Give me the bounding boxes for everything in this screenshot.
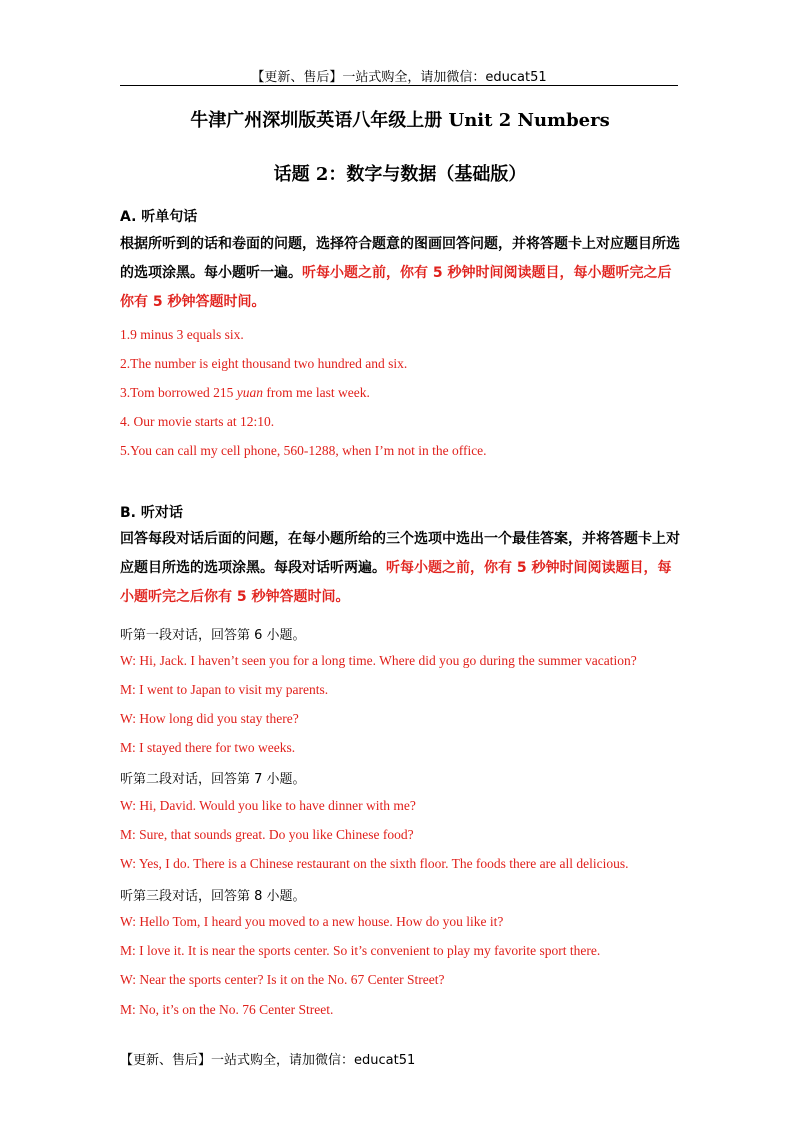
section-a-item-2: 2.The number is eight thousand two hundred and six.	[120, 356, 408, 371]
dialogue-line: W: Hi, Jack. I haven’t seen you for a long time. Where did you go during the summer vacation?	[120, 653, 637, 668]
document-subtitle: 话题 2：数字与数据（基础版）	[273, 164, 527, 185]
section-a-item-3-pre: 3.Tom borrowed 215	[120, 385, 237, 400]
dialogue-line: W: How long did you stay there?	[120, 711, 299, 726]
section-a-instruction-highlight: 听每小题之前，你有 5 秒钟时间阅读题目，每小题听完之后你有 5 秒钟答题时间。	[120, 265, 672, 310]
dialogue-line: W: Hi, David. Would you like to have dinner with me?	[120, 798, 416, 813]
dialogue-line: M: I love it. It is near the sports center. So it’s convenient to play my favorite sport there.	[120, 943, 601, 958]
dialogue-line: M: Sure, that sounds great. Do you like Chinese food?	[120, 827, 414, 842]
dialogue-line: M: No, it’s on the No. 76 Center Street.	[120, 1002, 334, 1017]
page-header: 【更新、售后】一站式购全，请加微信：educat51	[251, 70, 547, 85]
dialogue-line: W: Yes, I do. There is a Chinese restaurant on the sixth floor. The foods there are all delicious.	[120, 856, 629, 871]
document-title: 牛津广州深圳版英语八年级上册 Unit 2 Numbers	[190, 110, 610, 131]
section-a-item-1: 1.9 minus 3 equals six.	[120, 327, 244, 342]
dialogue-line: W: Near the sports center? Is it on the No. 67 Center Street?	[120, 972, 445, 987]
section-b-instructions	[120, 525, 680, 612]
dialogue-1-prompt: 听第一段对话，回答第 6 小题。	[120, 628, 306, 643]
section-a-item-5: 5.You can call my cell phone, 560-1288, when I’m not in the office.	[120, 443, 487, 458]
page-footer: 【更新、售后】一站式购全，请加微信：educat51	[120, 1053, 416, 1068]
section-b-heading: B. 听对话	[120, 505, 183, 521]
section-a-instruction-text: 根据所听到的话和卷面的问题，选择符合题意的图画回答问题，并将答题卡上对应题目所选的选项涂黑。每小题听一遍。	[120, 236, 680, 281]
dialogue-2-prompt: 听第二段对话，回答第 7 小题。	[120, 772, 306, 787]
section-b-instruction-highlight: 听每小题之前，你有 5 秒钟时间阅读题目，每小题听完之后你有 5 秒钟答题时间。	[120, 560, 672, 605]
dialogue-line: M: I stayed there for two weeks.	[120, 740, 296, 755]
section-a-item-3-italic: yuan	[236, 385, 264, 400]
dialogue-line: M: I went to Japan to visit my parents.	[120, 682, 329, 697]
section-a-item-4: 4. Our movie starts at 12:10.	[120, 414, 275, 429]
section-a-item-3	[120, 385, 370, 401]
dialogue-3-prompt: 听第三段对话，回答第 8 小题。	[120, 889, 306, 904]
section-a-instructions	[120, 230, 680, 317]
section-a-heading: A. 听单句话	[120, 209, 198, 225]
section-a-item-3-post: from me last week.	[263, 385, 370, 400]
header-divider	[120, 85, 678, 86]
section-b-instruction-text: 回答每段对话后面的问题，在每小题所给的三个选项中选出一个最佳答案，并将答题卡上对应题目所选的选项涂黑。每段对话听两遍。	[120, 531, 680, 576]
dialogue-line: W: Hello Tom, I heard you moved to a new house. How do you like it?	[120, 914, 504, 929]
